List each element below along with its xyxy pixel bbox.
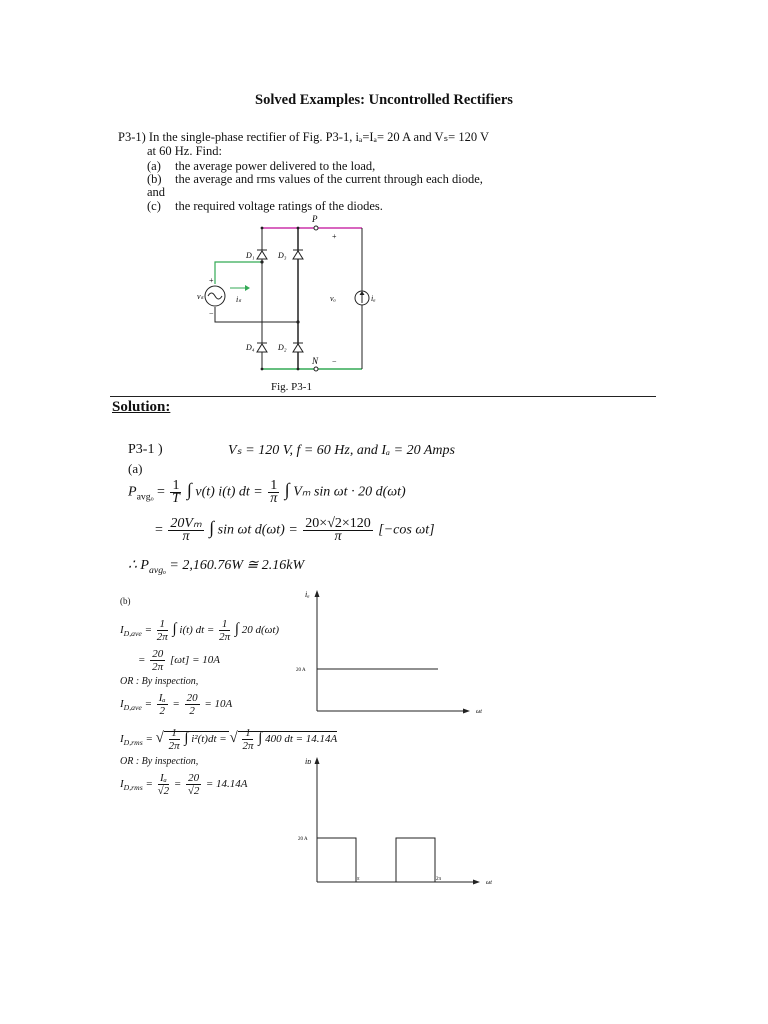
label-minus-bottom: − <box>332 357 337 366</box>
graph2-xlabel: ωt <box>486 880 492 886</box>
part-b-label: (b) <box>120 596 131 606</box>
ac-bottom-wire <box>215 307 298 322</box>
label-p: P <box>312 214 318 224</box>
label-src-minus: − <box>209 309 214 318</box>
node-p <box>314 226 318 230</box>
graph1-xlabel: ωt <box>476 709 482 715</box>
label-n: N <box>312 356 319 366</box>
label-d1: D₁ <box>246 251 255 260</box>
label-d3: D₃ <box>278 251 287 260</box>
page-title: Solved Examples: Uncontrolled Rectifiers <box>255 92 513 108</box>
graph2-tick-2pi: 2π <box>436 877 442 882</box>
diode-d2 <box>293 343 303 352</box>
graph1-ylabel: iₐ <box>305 590 310 599</box>
problem-line-1: P3-1) In the single-phase rectifier of Fig. P3-1, iₐ=Iₐ= 20 A and Vₛ= 120 V <box>118 130 490 144</box>
rectifier-circuit-diagram <box>190 212 380 380</box>
graph2-ylabel: iᴅ <box>305 757 312 766</box>
part-a-heading: P3-1 ) <box>128 442 163 457</box>
problem-item-b-text: the average and rms values of the current through each diode, <box>175 172 483 186</box>
diode-d1 <box>257 250 267 259</box>
or-by-inspection-1: OR : By inspection, <box>120 676 199 687</box>
problem-line-2: at 60 Hz. Find: <box>147 144 222 158</box>
graph1-level-label: 20 A <box>296 668 306 673</box>
diode-current-graph <box>290 752 500 887</box>
problem-item-c-text: the required voltage ratings of the diodes. <box>175 199 383 213</box>
section-divider <box>110 396 656 397</box>
diode-avg-current-result: = $\frac{20}{2\pi}$ [ωt] = 10A <box>138 648 220 673</box>
diode-rms-inspection: $I_{D,rms}$ = $\frac{\text{Iₐ}}{√2}$ = $\frac{20}{√2}$ = 14.14A <box>120 772 248 797</box>
label-src-plus: + <box>209 276 214 285</box>
label-d4: D₄ <box>246 343 255 352</box>
ac-top-wire <box>215 262 262 284</box>
graph2-pulse-1 <box>317 838 356 882</box>
diode-d3 <box>293 250 303 259</box>
load-current-graph <box>290 585 490 720</box>
label-is: iₛ <box>236 295 242 304</box>
avg-power-result: ∴ $P_{avg_o} = 2,160.76W$ ≅ 2.16kW <box>128 558 305 576</box>
diode-d4 <box>257 343 267 352</box>
part-a-label: (a) <box>128 461 143 476</box>
graph2-tick-pi: π <box>357 877 360 882</box>
problem-item-and-label: and <box>147 185 166 199</box>
label-d2: D₂ <box>278 343 287 352</box>
label-vs: vₛ <box>197 292 204 301</box>
problem-item-b-label: (b) <box>147 172 162 186</box>
problem-item-a-label: (a) <box>147 159 161 173</box>
diode-avg-inspection: $I_{D,ave}$ = $\frac{\text{Iₐ}}{2}$ = $\frac{20}{2}$ = 10A <box>120 692 233 717</box>
solution-heading: Solution: <box>112 399 171 415</box>
graph2-pulse-2 <box>396 838 435 882</box>
figure-caption: Fig. P3-1 <box>271 381 312 393</box>
avg-power-line-1: $P_{avg_o}$ = $\frac{1}{T}$ ∫ v(t) i(t) dt = $\frac{1}{\pi}$ ∫ Vₘ sin ωt · 20 d(ωt) <box>128 478 406 506</box>
label-vd: vₐ <box>330 294 336 303</box>
label-id: iₐ <box>371 294 376 303</box>
avg-power-line-2: = $\frac{\text{20Vₘ}}{\pi}$ ∫ sin ωt d(ωt) = $\frac{20\times√2\times 120}{\pi}$ [−cos ωt] <box>155 516 435 544</box>
given-values: Vₛ = 120 V, f = 60 Hz, and Iₐ = 20 Amps <box>228 443 455 458</box>
problem-item-c-label: (c) <box>147 199 161 213</box>
label-plus-top: + <box>332 232 337 241</box>
diode-avg-current-line: $I_{D,ave}$ = $\frac{1}{2\pi}$ ∫ i(t) dt = $\frac{1}{2\pi}$ ∫ 20 d(ωt) <box>120 618 280 643</box>
problem-item-a-text: the average power delivered to the load, <box>175 159 376 173</box>
diode-rms-current-line: $I_{D,rms}$ = √ $\frac{1}{2\pi}$ ∫ i²(t)dt = √ $\frac{1}{2\pi}$ ∫ 400 dt = 14.14A <box>120 727 338 752</box>
or-by-inspection-2: OR : By inspection, <box>120 756 199 767</box>
graph2-level-label: 20 A <box>298 837 308 842</box>
node-n <box>314 367 318 371</box>
